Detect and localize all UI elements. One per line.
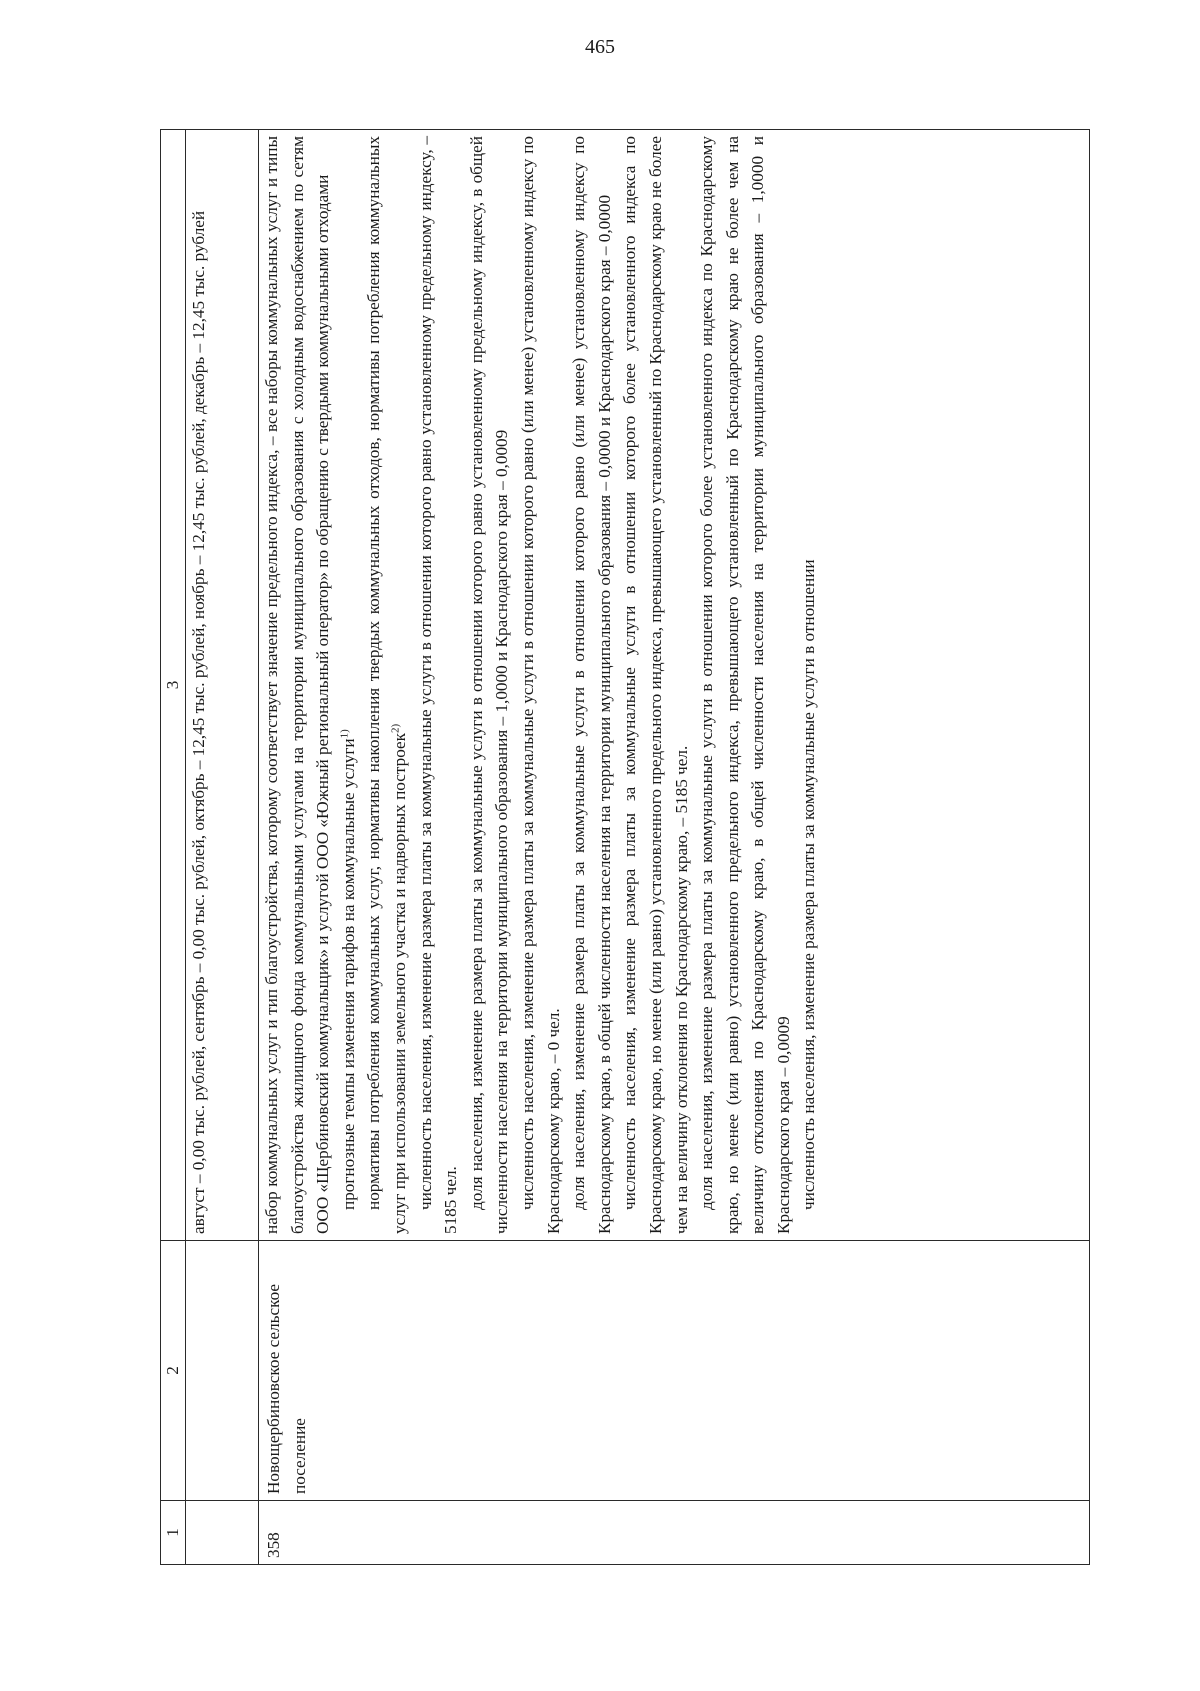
header-col-2: 2 bbox=[161, 1241, 186, 1501]
paragraph-8: доля населения, изменение размера платы за коммунальные услуги в отношении которого более установленного индекса по Краснодарскому краю, но менее (или равно) установленного предельного индекса, превышающего установленный по Краснодарскому краю не более чем на величину отклонения по Краснодарскому краю, в общей численности населения на территории муниципального образования – 1,0000 и Краснодарского края – 0,0009 bbox=[697, 136, 793, 1234]
paragraph-9: численность населения, изменение размера платы за коммунальные услуги в отношении bbox=[799, 559, 819, 1210]
paragraph-0: набор коммунальных услуг и тип благоустройства, которому соответствует значение предельного индекса, – все наборы коммунальных услуг и типы благоустройства жилищного фонда коммунальными услугами на территории муниципального образования с холодным водоснабжением по сетям ООО «Щербиновский коммунальщик» и услугой ООО «Южный региональный оператор» по обращению с твердыми коммунальными отходами bbox=[262, 136, 333, 1234]
header-col-1: 1 bbox=[161, 1501, 186, 1565]
paragraph-1: прогнозные темпы изменения тарифов на коммунальные услуги$^{1)}$ bbox=[338, 729, 358, 1210]
row-number: 358 bbox=[259, 1501, 1090, 1565]
continuation-row bbox=[186, 130, 259, 1565]
tariff-table bbox=[160, 129, 1090, 1565]
paragraph-4: доля населения, изменение размера платы за коммунальные услуги в отношении которого равно установленному предельному индексу, в общей численности населения на территории муниципального образования – 1,0000 и Краснодарского края – 0,0009 bbox=[466, 136, 512, 1234]
paragraph-6: доля населения, изменение размера платы за коммунальные услуги в отношении которого равно (или менее) установленному индексу по Краснодарскому краю, в общей численности населения на территории муниципального образования – 0,0000 и Краснодарского края – 0,0000 bbox=[569, 136, 614, 1234]
continuation-empty-1 bbox=[186, 1501, 259, 1565]
municipality-name: Новощербиновское сельское поселение bbox=[259, 1241, 1090, 1501]
continuation-text: август – 0,00 тыс. рублей, сентябрь – 0,00 тыс. рублей, октябрь – 12,45 тыс. рублей, ноябрь – 12,45 тыс. рублей, декабрь – 12,45 тыс. рублей bbox=[186, 130, 259, 1241]
paragraph-2: нормативы потребления коммунальных услуг, нормативы накопления твердых коммунальных отходов, нормативы потребления коммунальных услуг при использовании земельного участка и надворных построек$^{2)}$ bbox=[364, 136, 409, 1234]
paragraph-5: численность населения, изменение размера платы за коммунальные услуги в отношении которого равно (или менее) установленному индексу по Краснодарскому краю, – 0 чел. bbox=[517, 136, 563, 1234]
row-details bbox=[259, 130, 1090, 1241]
page-number: 465 bbox=[585, 36, 615, 58]
header-col-3: 3 bbox=[161, 130, 186, 1241]
rotated-table-container bbox=[160, 130, 1090, 1565]
paragraph-3: численность населения, изменение размера платы за коммунальные услуги в отношении которого равно установленному предельному индексу, – 5185 чел. bbox=[415, 136, 461, 1234]
paragraph-7: численность населения, изменение размера платы за коммунальные услуги в отношении которого более установленного индекса по Краснодарскому краю, но менее (или равно) установленного предельного индекса, превышающего установленный по Краснодарскому краю не более чем на величину отклонения по Краснодарскому краю, – 5185 чел. bbox=[620, 136, 691, 1234]
table-row bbox=[259, 130, 1090, 1565]
continuation-empty-2 bbox=[186, 1241, 259, 1501]
header-row bbox=[161, 130, 186, 1565]
